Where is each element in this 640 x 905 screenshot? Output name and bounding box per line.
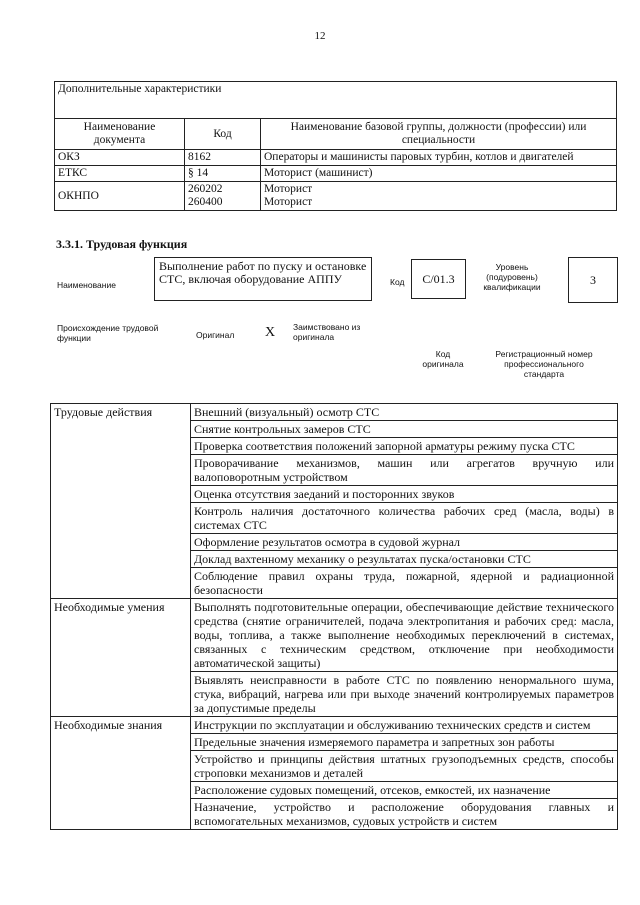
code-cell: § 14 [185, 166, 261, 182]
skills-label: Необходимые умения [51, 599, 191, 717]
doc-cell: ЕТКС [55, 166, 185, 182]
code-cell [185, 182, 261, 211]
list-item: Проворачивание механизмов, машин или агрегатов вручную или валоповоротным устройством [191, 455, 618, 486]
table-row [51, 599, 618, 672]
qualification-level-label: Уровень (подуровень) квалификации [483, 262, 541, 292]
list-item: Соблюдение правил охраны труда, пожарной, ядерной и радиационной безопасности [191, 568, 618, 599]
original-mark: X [265, 325, 276, 340]
original-label: Оригинал [196, 330, 235, 340]
list-item: Назначение, устройство и расположение оборудования главных и вспомогательных механизмов, судовых устройств и систем [191, 799, 618, 830]
name-cell [261, 182, 617, 211]
code-cell: 8162 [185, 150, 261, 166]
knowledge-label: Необходимые знания [51, 717, 191, 830]
list-item: Выявлять неисправности в работе СТС по появлению ненормального шума, стука, вибраций, нагрева или при выходе значений контролируемых параметров за допустимые пределы [191, 672, 618, 717]
header-code: Код [185, 119, 261, 150]
borrowed-label: Заимствовано из оригинала [293, 322, 361, 342]
function-name-value: Выполнение работ по пуску и остановке СТС, включая оборудование АППУ [154, 257, 372, 301]
code-label: Код [390, 277, 405, 287]
list-item: Контроль наличия достаточного количества рабочих сред (масла, воды) в системах СТС [191, 503, 618, 534]
code-value: C/01.3 [411, 259, 466, 299]
list-item: Оформление результатов осмотра в судовой журнал [191, 534, 618, 551]
list-item: Инструкции по эксплуатации и обслуживанию технических средств и систем [191, 717, 618, 734]
header-document: Наименование документа [55, 119, 185, 150]
list-item: Доклад вахтенному механику о результатах пуска/остановки СТС [191, 551, 618, 568]
additional-title: Дополнительные характеристики [55, 82, 617, 119]
header-name: Наименование базовой группы, должности (профессии) или специальности [261, 119, 617, 150]
name-cell: Операторы и машинисты паровых турбин, котлов и двигателей [261, 150, 617, 166]
list-item: Расположение судовых помещений, отсеков, емкостей, их назначение [191, 782, 618, 799]
header-row [55, 119, 617, 150]
code-line: 260202 [188, 183, 223, 195]
table-row [55, 150, 617, 166]
list-item: Устройство и принципы действия штатных грузоподъемных средств, способы строповки механизмов и деталей [191, 751, 618, 782]
registration-number-label: Регистрационный номер профессионального стандарта [495, 349, 593, 379]
table-row [55, 182, 617, 211]
section-heading: 3.3.1. Трудовая функция [56, 237, 188, 251]
name-line: Моторист [264, 196, 313, 208]
table-row [55, 166, 617, 182]
table-row [51, 717, 618, 734]
labor-actions-label: Трудовые действия [51, 404, 191, 599]
list-item: Снятие контрольных замеров СТС [191, 421, 618, 438]
name-line: Моторист [264, 183, 313, 195]
page-number: 12 [314, 30, 326, 42]
doc-cell: ОКНПО [55, 182, 185, 211]
table-row [51, 404, 618, 421]
labor-function-table [50, 403, 618, 830]
list-item: Внешний (визуальный) осмотр СТС [191, 404, 618, 421]
code-line: 260400 [188, 196, 223, 208]
code-original-label: Код оригинала [422, 349, 464, 369]
list-item: Проверка соответствия положений запорной арматуры режиму пуска СТС [191, 438, 618, 455]
doc-cell: ОКЗ [55, 150, 185, 166]
list-item: Выполнять подготовительные операции, обеспечивающие действие технического средства (снятие ограничителей, подача электропитания и рабочих сред: масла, воды, топлива, а также выполнение необходимых переключений в системах, связанных с техническим средством, отключение при необходимости автоматической защиты) [191, 599, 618, 672]
list-item: Предельные значения измеряемого параметра и запретных зон работы [191, 734, 618, 751]
origin-label: Происхождение трудовой функции [57, 323, 159, 343]
list-item: Оценка отсутствия заеданий и посторонних звуков [191, 486, 618, 503]
name-cell: Моторист (машинист) [261, 166, 617, 182]
qualification-level-value: 3 [568, 257, 618, 303]
additional-characteristics-table [54, 81, 617, 211]
function-name-label: Наименование [57, 280, 116, 290]
